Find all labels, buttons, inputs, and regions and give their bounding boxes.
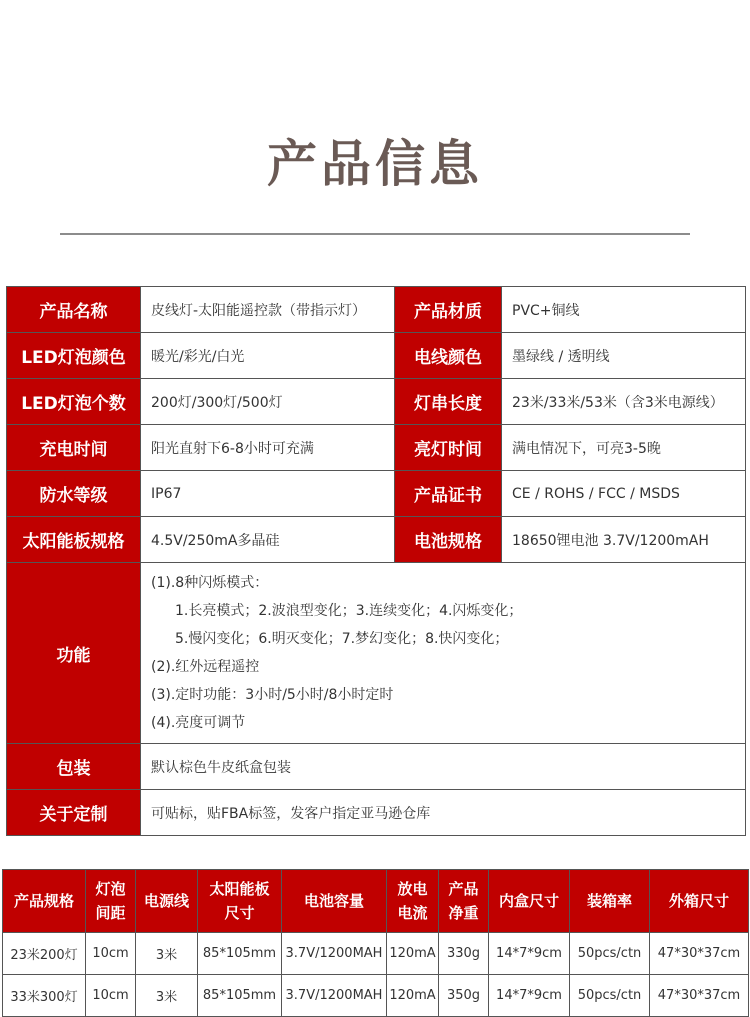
spec-cell: 350g <box>439 975 489 1017</box>
function-line: (3).定时功能：3小时/5小时/8小时定时 <box>151 687 394 703</box>
info-value: 4.5V/250mA多晶硅 <box>141 517 395 563</box>
spec-header: 装箱率 <box>570 870 650 933</box>
product-info-table <box>6 286 746 836</box>
function-label: 功能 <box>7 563 141 744</box>
spec-header: 电池容量 <box>282 870 387 933</box>
packaging-value: 默认棕色牛皮纸盒包装 <box>141 744 746 790</box>
info-value: 满电情况下，可亮3-5晚 <box>502 425 746 471</box>
spec-header: 内盒尺寸 <box>489 870 570 933</box>
info-label: 防水等级 <box>7 471 141 517</box>
spec-cell: 330g <box>439 933 489 975</box>
spec-header-row <box>3 870 749 933</box>
spec-header: 外箱尺寸 <box>650 870 749 933</box>
function-value <box>141 563 746 744</box>
spec-cell: 47*30*37cm <box>650 933 749 975</box>
info-label: LED灯泡个数 <box>7 379 141 425</box>
info-label: 产品名称 <box>7 287 141 333</box>
spec-row <box>3 975 749 1017</box>
spec-header: 电源线 <box>136 870 198 933</box>
info-row <box>7 425 746 471</box>
info-row <box>7 471 746 517</box>
custom-label: 关于定制 <box>7 790 141 836</box>
info-value: 皮线灯-太阳能遥控款（带指示灯） <box>141 287 395 333</box>
function-line: 1.长亮模式；2.波浪型变化；3.连续变化；4.闪烁变化； <box>175 603 523 619</box>
page-title: 产品信息 <box>267 135 483 193</box>
info-label: 亮灯时间 <box>395 425 502 471</box>
info-label: 太阳能板规格 <box>7 517 141 563</box>
spec-cell: 23米200灯 <box>3 933 86 975</box>
info-value: IP67 <box>141 471 395 517</box>
info-label: 产品材质 <box>395 287 502 333</box>
info-value: CE / ROHS / FCC / MSDS <box>502 471 746 517</box>
info-value: 阳光直射下6-8小时可充满 <box>141 425 395 471</box>
spec-cell: 10cm <box>86 933 136 975</box>
custom-value: 可贴标，贴FBA标签，发客户指定亚马逊仓库 <box>141 790 746 836</box>
spec-cell: 10cm <box>86 975 136 1017</box>
info-row <box>7 379 746 425</box>
info-value: 暖光/彩光/白光 <box>141 333 395 379</box>
spec-cell: 85*105mm <box>198 975 282 1017</box>
info-value: PVC+铜线 <box>502 287 746 333</box>
info-row <box>7 333 746 379</box>
spec-row <box>3 933 749 975</box>
spec-cell: 3.7V/1200MAH <box>282 933 387 975</box>
info-value: 200灯/300灯/500灯 <box>141 379 395 425</box>
info-row <box>7 517 746 563</box>
spec-cell: 33米300灯 <box>3 975 86 1017</box>
spec-header: 灯泡 间距 <box>86 870 136 933</box>
function-row <box>7 563 746 744</box>
title-divider <box>60 233 690 235</box>
packaging-row <box>7 744 746 790</box>
info-label: 灯串长度 <box>395 379 502 425</box>
spec-cell: 3.7V/1200MAH <box>282 975 387 1017</box>
function-line: (1).8种闪烁模式： <box>151 575 269 591</box>
info-label: LED灯泡颜色 <box>7 333 141 379</box>
spec-header: 放电 电流 <box>387 870 439 933</box>
spec-cell: 85*105mm <box>198 933 282 975</box>
spec-cell: 3米 <box>136 933 198 975</box>
info-label: 电线颜色 <box>395 333 502 379</box>
info-value: 18650锂电池 3.7V/1200mAH <box>502 517 746 563</box>
function-line: (4).亮度可调节 <box>151 715 246 731</box>
spec-header: 太阳能板 尺寸 <box>198 870 282 933</box>
info-label: 产品证书 <box>395 471 502 517</box>
info-label: 电池规格 <box>395 517 502 563</box>
spec-header: 产品规格 <box>3 870 86 933</box>
custom-row <box>7 790 746 836</box>
spec-cell: 120mA <box>387 933 439 975</box>
info-label: 充电时间 <box>7 425 141 471</box>
spec-cell: 3米 <box>136 975 198 1017</box>
function-line: 5.慢闪变化；6.明灭变化；7.梦幻变化；8.快闪变化； <box>175 631 509 647</box>
info-row <box>7 287 746 333</box>
spec-cell: 50pcs/ctn <box>570 933 650 975</box>
info-value: 墨绿线 / 透明线 <box>502 333 746 379</box>
info-value: 23米/33米/53米（含3米电源线） <box>502 379 746 425</box>
packaging-label: 包装 <box>7 744 141 790</box>
spec-cell: 14*7*9cm <box>489 933 570 975</box>
spec-header: 产品 净重 <box>439 870 489 933</box>
spec-cell: 50pcs/ctn <box>570 975 650 1017</box>
function-line: (2).红外远程遥控 <box>151 659 260 675</box>
spec-cell: 14*7*9cm <box>489 975 570 1017</box>
spec-cell: 47*30*37cm <box>650 975 749 1017</box>
spec-cell: 120mA <box>387 975 439 1017</box>
